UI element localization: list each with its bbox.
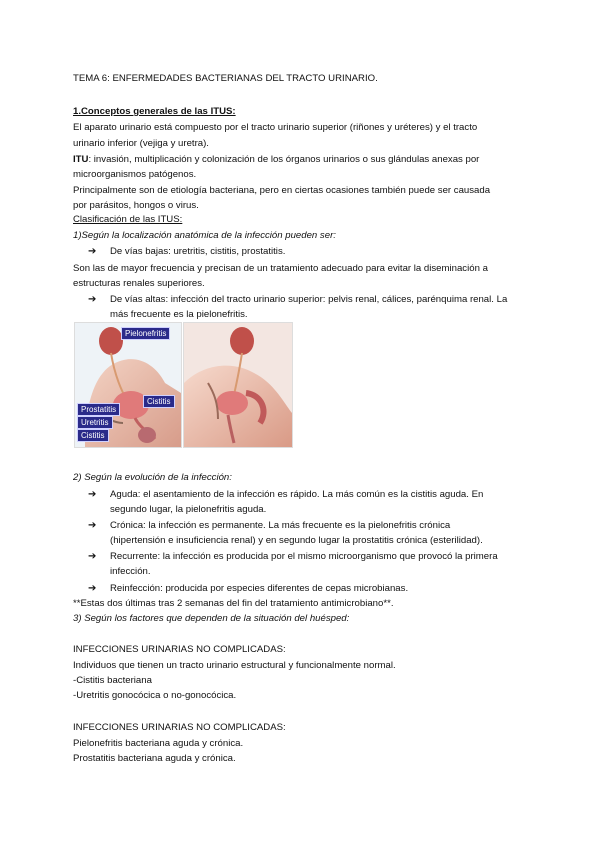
itu-definition xyxy=(73,153,479,166)
female-anatomy-illustration xyxy=(184,323,292,447)
evolution-aguda-cont: segundo lugar, la pielonefritis aguda. xyxy=(110,504,267,515)
itu-term: ITU xyxy=(73,154,89,165)
list-item: Pielonefritis bacteriana aguda y crónica. xyxy=(73,738,244,749)
paragraph-line: Principalmente son de etiología bacteriana, pero en ciertas ocasiones también puede ser causada xyxy=(73,185,491,196)
bullet-low-tract: De vías bajas: uretritis, cistitis, prostatitis. xyxy=(110,246,286,257)
evolution-aguda: Aguda: el asentamiento de la infección es rápido. La más común es la cistitis aguda. En xyxy=(110,489,484,500)
list-item: -Cistitis bacteriana xyxy=(73,675,152,686)
list-item: -Uretritis gonocócica o no-gonocócica. xyxy=(73,690,237,701)
arrow-icon: ➔ xyxy=(88,294,97,305)
list-item: Prostatitis bacteriana aguda y crónica. xyxy=(73,753,236,764)
paragraph-line: El aparato urinario está compuesto por el tracto urinario superior (riñones y uréteres) y el tracto xyxy=(73,122,478,133)
evolution-cronica: Crónica: la infección es permanente. La más frecuente es la pielonefritis crónica xyxy=(110,520,451,531)
anatomy-figure-male xyxy=(74,322,182,448)
label-pielonefritis: Pielonefritis xyxy=(121,327,170,340)
paragraph-line: por parásitos, hongos o virus. xyxy=(73,200,199,211)
bullet-high-tract: De vías altas: infección del tracto urinario superior: pelvis renal, cálices, parénquima renal. La xyxy=(110,294,508,305)
evolution-recurrente-cont: infección. xyxy=(110,566,151,577)
arrow-icon: ➔ xyxy=(88,246,97,257)
page-title: TEMA 6: ENFERMEDADES BACTERIANAS DEL TRACTO URINARIO. xyxy=(73,73,378,84)
evolution-cronica-cont: (hipertensión e insuficiencia renal) y en segundo lugar la prostatitis crónica (esterilidad). xyxy=(110,535,483,546)
paragraph-line: estructuras renales superiores. xyxy=(73,278,205,289)
paragraph-line: Individuos que tienen un tracto urinario estructural y funcionalmente normal. xyxy=(73,660,396,671)
subsection-heading: 1)Según la localización anatómica de la infección pueden ser: xyxy=(73,230,336,241)
classification-heading: Clasificación de las ITUS: xyxy=(73,214,183,225)
note-line: **Estas dos últimas tras 2 semanas del fin del tratamiento antimicrobiano**. xyxy=(73,598,394,609)
paragraph-line: Son las de mayor frecuencia y precisan de un tratamiento adecuado para evitar la diseminación a xyxy=(73,263,488,274)
paragraph-line: urinario inferior (vejiga y uretra). xyxy=(73,138,209,149)
label-prostatitis: Prostatitis xyxy=(77,403,120,416)
subsection-heading: 3) Según los factores que dependen de la situación del huésped: xyxy=(73,613,350,624)
bullet-high-tract-cont: más frecuente es la pielonefritis. xyxy=(110,309,248,320)
arrow-icon: ➔ xyxy=(88,551,97,562)
complicated-heading: INFECCIONES URINARIAS NO COMPLICADAS: xyxy=(73,722,286,733)
label-cistitis: Cistitis xyxy=(143,395,175,408)
evolution-reinfeccion: Reinfección: producida por especies diferentes de cepas microbianas. xyxy=(110,583,409,594)
uncomplicated-heading: INFECCIONES URINARIAS NO COMPLICADAS: xyxy=(73,644,286,655)
section-heading: 1.Conceptos generales de las ITUS: xyxy=(73,106,236,117)
subsection-heading: 2) Según la evolución de la infección: xyxy=(73,472,232,483)
evolution-recurrente: Recurrente: la infección es producida por el mismo microorganismo que provocó la primera xyxy=(110,551,498,562)
anatomy-figure-female xyxy=(183,322,293,448)
label-cistitis-female: Cistitis xyxy=(77,429,109,442)
paragraph-line: microorganismos patógenos. xyxy=(73,169,197,180)
arrow-icon: ➔ xyxy=(88,520,97,531)
label-uretritis: Uretritis xyxy=(77,416,113,429)
arrow-icon: ➔ xyxy=(88,583,97,594)
arrow-icon: ➔ xyxy=(88,489,97,500)
itu-definition-text: : invasión, multiplicación y colonización de los órganos urinarios o sus glándulas anexas por xyxy=(88,154,480,165)
